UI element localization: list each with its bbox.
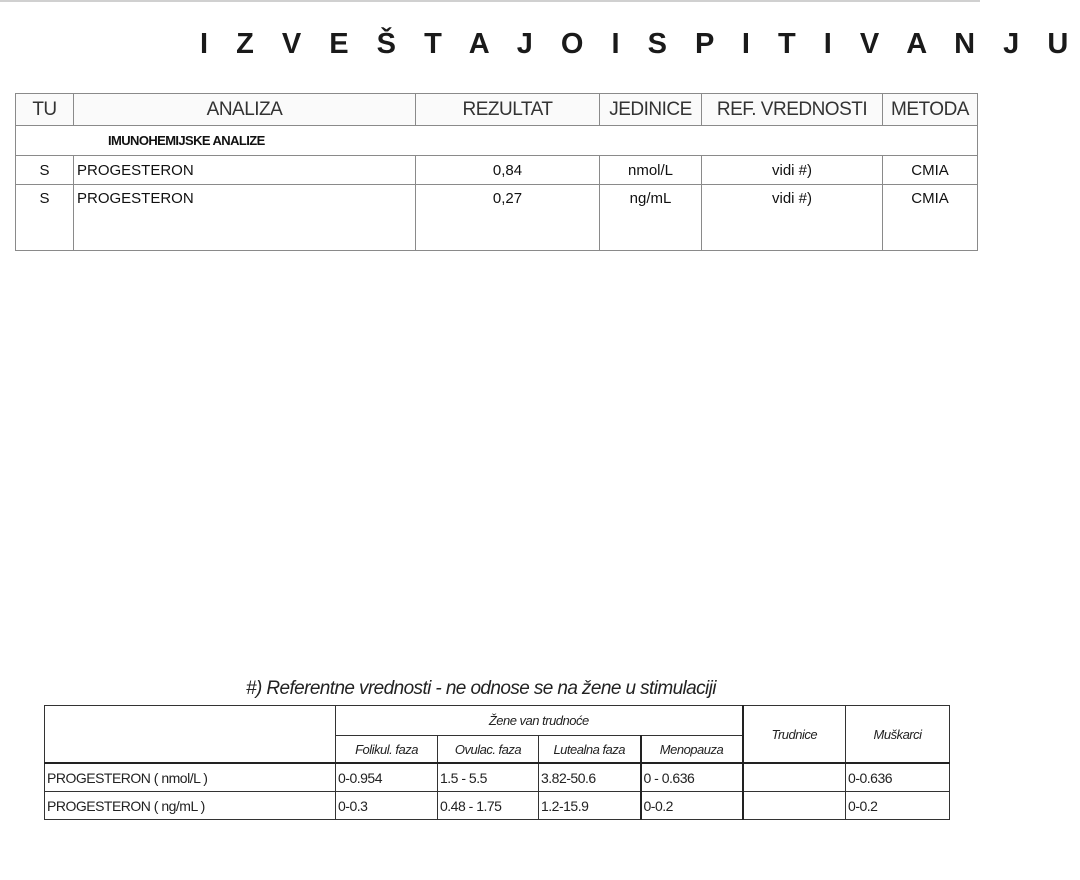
cell-tu: S xyxy=(16,156,74,185)
ref-cell-folikul: 0-0.3 xyxy=(336,792,438,820)
ref-cell-menopauza: 0 - 0.636 xyxy=(641,763,743,792)
ref-cell-trudnice xyxy=(743,763,846,792)
table-row xyxy=(16,185,978,251)
ref-cell-ovulac: 1.5 - 5.5 xyxy=(438,763,539,792)
cell-metoda: CMIA xyxy=(883,185,978,251)
ref-header-luteal: Lutealna faza xyxy=(539,736,641,764)
table-row xyxy=(45,792,950,820)
results-header-row xyxy=(16,94,978,126)
cell-rezultat: 0,84 xyxy=(416,156,600,185)
reference-note: #) Referentne vrednosti - ne odnose se na žene u stimulaciji xyxy=(246,678,716,699)
cell-ref: vidi #) xyxy=(702,185,883,251)
cell-analiza: PROGESTERON xyxy=(74,156,416,185)
cell-metoda: CMIA xyxy=(883,156,978,185)
reference-table xyxy=(44,705,950,820)
ref-header-ovulac: Ovulac. faza xyxy=(438,736,539,764)
cell-jedinice: nmol/L xyxy=(600,156,702,185)
top-rule xyxy=(0,0,980,2)
section-title: IMUNOHEMIJSKE ANALIZE xyxy=(16,126,978,156)
ref-header-muskarci: Muškarci xyxy=(846,706,950,764)
ref-header-blank xyxy=(45,706,336,764)
header-tu: TU xyxy=(16,94,74,126)
ref-cell-ovulac: 0.48 - 1.75 xyxy=(438,792,539,820)
ref-header-folikul: Folikul. faza xyxy=(336,736,438,764)
ref-cell-muskarci: 0-0.636 xyxy=(846,763,950,792)
header-analiza: ANALIZA xyxy=(74,94,416,126)
ref-cell-trudnice xyxy=(743,792,846,820)
reference-header-row xyxy=(45,706,950,736)
results-table xyxy=(15,93,978,251)
ref-cell-label: PROGESTERON ( nmol/L ) xyxy=(45,763,336,792)
cell-rezultat: 0,27 xyxy=(416,185,600,251)
ref-header-menopauza: Menopauza xyxy=(641,736,743,764)
ref-cell-luteal: 1.2-15.9 xyxy=(539,792,641,820)
table-row xyxy=(45,763,950,792)
cell-tu: S xyxy=(16,185,74,251)
section-row xyxy=(16,126,978,156)
header-jedinice: JEDINICE xyxy=(600,94,702,126)
ref-header-group: Žene van trudnoće xyxy=(336,706,743,736)
header-metoda: METODA xyxy=(883,94,978,126)
ref-cell-label: PROGESTERON ( ng/mL ) xyxy=(45,792,336,820)
ref-header-trudnice: Trudnice xyxy=(743,706,846,764)
cell-jedinice: ng/mL xyxy=(600,185,702,251)
ref-cell-menopauza: 0-0.2 xyxy=(641,792,743,820)
cell-analiza: PROGESTERON xyxy=(74,185,416,251)
ref-cell-folikul: 0-0.954 xyxy=(336,763,438,792)
cell-ref: vidi #) xyxy=(702,156,883,185)
header-ref-vrednosti: REF. VREDNOSTI xyxy=(702,94,883,126)
ref-cell-muskarci: 0-0.2 xyxy=(846,792,950,820)
ref-cell-luteal: 3.82-50.6 xyxy=(539,763,641,792)
table-row xyxy=(16,156,978,185)
report-title: I Z V E Š T A J O I S P I T I V A N J U xyxy=(200,28,1079,60)
header-rezultat: REZULTAT xyxy=(416,94,600,126)
